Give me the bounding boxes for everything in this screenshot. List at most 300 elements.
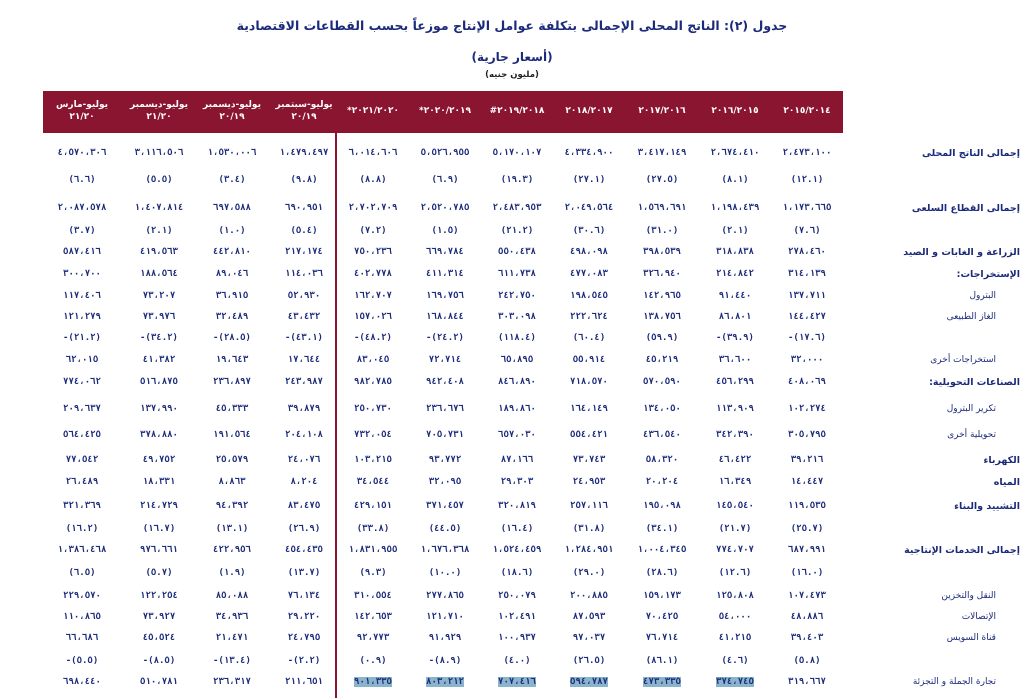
table-cell: ١٦٨،٨٤٤ [426,312,464,322]
table-cell: ١،٤٠٧،٨١٤ [134,203,184,213]
table-cell: (٦٠.٤) [572,333,606,343]
table-cell: ٤٤٢،٨١٠ [213,247,251,257]
table-cell: ٤٥،٢١٩ [645,355,679,365]
table-cell: (٣١.٨) [572,524,606,534]
table-cell: ٦٩٠،٩٥١ [285,203,323,213]
table-cell: ٣٢،٤٨٩ [215,312,249,322]
table-row [0,404,1024,420]
column-header [478,105,556,117]
row-label: قناة السويس [946,633,996,643]
table-cell: -(٨.٥) [142,656,176,666]
table-cell: (٨٦.١) [645,656,679,666]
table-cell: ٥٨،٣٢٠ [645,455,679,465]
column-header-line1: ٢٠١٥/٢٠١٤ [783,106,831,116]
table-cell: ١٨،٣٣١ [142,477,176,487]
table-cell: ٢،٧٠٢،٧٠٩ [348,203,398,213]
table-row [0,656,1024,672]
table-cell: ٨٩،٠٤٦ [215,269,249,279]
table-cell: ١٠٣،٢١٥ [354,455,392,465]
table-cell: (١٣.٧) [287,568,321,578]
table-cell: ٢٩،٣٠٣ [500,477,534,487]
table-row [0,247,1024,263]
column-header-line1: *٢٠٢٠/٢٠١٩ [419,106,471,116]
table-cell: ٢،٠٤٩،٥٦٤ [564,203,614,213]
table-cell: ٨٧،١٦٦ [500,455,534,465]
table-cell: ١٦٩،٧٥٦ [426,291,464,301]
column-header-line1: يوليو-سبتمبر [275,100,333,110]
column-header [768,105,846,117]
table-cell: ٤٥،٥٢٤ [142,633,176,643]
table-cell: ٧٧٤،٠٦٢ [63,377,101,387]
table-row [0,545,1024,561]
table-cell: ٦٢،٠١٥ [65,355,99,365]
column-header [550,105,628,117]
table-cell: ٣٧٨،٨٨٠ [140,430,178,440]
table-cell: ٢٠٩،٦٣٧ [63,404,101,414]
table-cell: ٨٤٦،٨٩٠ [498,377,536,387]
table-cell: ٧٦،٧١٤ [645,633,679,643]
table-cell [333,677,413,687]
table-row [0,333,1024,349]
table-cell: (٥.٥) [145,175,173,185]
table-cell: ٤٢٩،١٥١ [354,501,392,511]
table-cell: ١١٠،٨٦٥ [63,612,101,622]
table-cell: ٧٣،٧٤٣ [572,455,606,465]
table-cell: ٤٥،٣٣٣ [215,404,249,414]
row-label: الزراعة و الغابات و الصيد [903,247,1020,258]
table-cell: ٧٥٠،٢٣٦ [354,247,392,257]
table-cell: (١٨.٦) [500,568,534,578]
table-cell: ٣٧١،٤٥٧ [426,501,464,511]
table-cell: ١،٨٣١،٩٥٥ [348,545,398,555]
table-cell: ٧٠،٤٢٥ [645,612,679,622]
table-cell: (١.٥) [431,226,459,236]
table-cell: ٣١٩،٦٦٧ [788,677,826,687]
column-header-line1: #٢٠١٩/٢٠١٨ [489,106,545,116]
table-cell: ٤٣٦،٥٤٠ [643,430,681,440]
table-row [0,175,1024,191]
table-cell: ٤٩،٧٥٢ [142,455,176,465]
table-cell: ٢٢٢،٦٢٤ [570,312,608,322]
table-cell: ٤٥٦،٢٩٩ [716,377,754,387]
table-row [0,226,1024,242]
table-cell: ٢٠٠،٨٨٥ [570,591,608,601]
table-cell: ٨٦،٨٠١ [718,312,752,322]
table-cell: (١٢.١) [790,175,824,185]
column-header [120,99,198,123]
table-cell: ١،٥٦٩،٦٩١ [637,203,687,213]
table-cell: ١٣٨،٧٥٦ [643,312,681,322]
column-header-line2: ٢١/٢٠ [146,112,172,122]
table-cell: ٣٢١،٣٦٩ [63,501,101,511]
table-cell: ٢٤،٩٥٣ [572,477,606,487]
table-cell: ٣١٠،٥٥٤ [354,591,392,601]
table-cell: ٧٣،٩٢٧ [142,612,176,622]
table-cell: (١.٠) [218,226,246,236]
row-label: النقل والتخزين [941,591,996,601]
table-cell: ٦،٠١٤،٦٠٦ [348,148,398,158]
table-cell: ٢،٤٧٣،١٠٠ [782,148,832,158]
table-cell: ٤٢٢،٩٥٦ [213,545,251,555]
table-cell: ٢٤،٠٧٦ [287,455,321,465]
table-cell: (٢٧.٥) [645,175,679,185]
table-cell: ٦١١،٧٣٨ [498,269,536,279]
table-cell: ٥٢،٩٣٠ [287,291,321,301]
table-cell: ٦٦،٦٨٦ [65,633,99,643]
table-cell: ٣٠٣،٠٩٨ [498,312,536,322]
table-cell: ٢٦،٤٨٩ [65,477,99,487]
table-cell: (٢.١) [721,226,749,236]
table-cell: (٩.٣) [359,568,387,578]
row-label: تجارة الجملة و التجزئة [912,677,996,687]
table-cell [549,677,629,687]
table-cell: ٥٥٠،٤٣٨ [498,247,536,257]
table-cell: ٧١٨،٥٧٠ [570,377,608,387]
table-cell: ١٥٧،٠٢٦ [354,312,392,322]
table-row [0,524,1024,540]
table-row [0,377,1024,393]
table-cell: ٣٢،٠٠٠ [790,355,824,365]
table-cell: (٦.٦) [68,175,96,185]
column-header-line1: *٢٠٢١/٢٠٢٠ [347,106,399,116]
table-cell: ١٠٢،٢٧٤ [788,404,826,414]
table-cell: (٣.٧) [68,226,96,236]
column-header [265,99,343,123]
highlighted-value: ٧٠٧،٤١٦ [498,677,536,687]
table-cell: (١٢.٦) [718,568,752,578]
table-cell: ٢٠،٢٠٤ [645,477,679,487]
table-cell: (٣٣.٨) [356,524,390,534]
column-header-line1: يوليو-ديسمبر [130,100,188,110]
table-cell: (٣.٤) [218,175,246,185]
table-cell: (٥.٤) [290,226,318,236]
table-cell: ٤٩٨،٠٩٨ [570,247,608,257]
table-cell: ٦٩٧،٥٨٨ [213,203,251,213]
table-cell: (٥.٨) [793,656,821,666]
table-cell: (٩.٨) [290,175,318,185]
table-cell: ١١٩،٥٣٥ [788,501,826,511]
table-cell: -(٢١.٢) [63,333,101,343]
table-cell: (١٩.٣) [500,175,534,185]
table-cell [405,677,485,687]
table-cell: ١٠٢،٤٩١ [498,612,536,622]
column-header-line1: ٢٠١٨/٢٠١٧ [565,106,613,116]
table-cell: ٧٦،١٣٤ [287,591,321,601]
table-cell: ٣٩،٢١٦ [790,455,824,465]
table-cell: ٢٣٦،٨٩٧ [213,377,251,387]
table-cell: (٢٧.١) [572,175,606,185]
table-cell: ٩٧٦،٦٦١ [140,545,178,555]
table-cell: ١٢١،٧١٠ [426,612,464,622]
table-row [0,591,1024,607]
table-cell: ٢٧٧،٨٦٥ [426,591,464,601]
table-cell: (٧.٦) [793,226,821,236]
table-cell: ٥٦٤،٤٢٥ [63,430,101,440]
table-cell: ٩٢،٧٧٣ [356,633,390,643]
table-cell: ٩١،٤٤٠ [718,291,752,301]
table-cell: ٣٠٥،٧٩٥ [788,430,826,440]
table-cell: ١٤٤،٤٢٧ [788,312,826,322]
table-cell: ٦٩٨،٤٤٠ [63,677,101,687]
table-cell: (١٦.٢) [65,524,99,534]
table-cell: (٢٥.٧) [790,524,824,534]
table-cell: ١١٣،٩٠٩ [716,404,754,414]
table-cell: ٧٧٤،٧٠٧ [716,545,754,555]
table-cell: -(٤٣.١) [285,333,323,343]
row-label: الكهرباء [983,455,1020,466]
table-cell: ٨٣،٠٤٥ [356,355,390,365]
table-header [43,91,843,133]
table-cell: ٢٥،٥٧٩ [215,455,249,465]
table-cell: (٤.٠) [503,656,531,666]
column-header-line1: ٢٠١٦/٢٠١٥ [711,106,759,116]
table-cell: ١٨٨،٥٦٤ [140,269,178,279]
table-cell: ٢٤٢،٧٥٠ [498,291,536,301]
table-cell: ١٤٢،٦٥٣ [354,612,392,622]
table-cell: ٢٩،٢٢٠ [287,612,321,622]
table-row [0,148,1024,164]
table-cell: ٣٢٠،٨١٩ [498,501,536,511]
table-cell: ٩٤٢،٤٠٨ [426,377,464,387]
highlighted-value: ٩٠١،٣٣٥ [354,677,392,687]
column-header-line2: ٢٠/١٩ [219,112,245,122]
row-label: الإتصالات [961,612,996,622]
unit-note: (مليون جنيه) [485,70,539,80]
highlighted-value: ٨٠٣،٢١٢ [426,677,464,687]
table-cell: ١٩٥،٠٩٨ [643,501,681,511]
table-cell: ٤٨،٨٨٦ [790,612,824,622]
row-label: تحويلية أخرى [947,430,996,440]
table-cell: -(٤٨.٢) [354,333,392,343]
table-cell: ٣١٤،١٣٩ [788,269,826,279]
table-cell: (٢.١) [145,226,173,236]
table-cell: ٦٥،٨٩٥ [500,355,534,365]
table-cell: ٣٢٦،٩٤٠ [643,269,681,279]
table-cell: (٤٤.٥) [428,524,462,534]
column-header [43,99,121,123]
table-cell: ٢١،٤٧١ [215,633,249,643]
table-cell: -(٢٤.٢) [426,333,464,343]
table-cell: (١٦.٤) [500,524,534,534]
column-header [334,105,412,117]
table-cell: ١،٤٧٩،٤٩٧ [279,148,329,158]
table-cell: (٠.٩) [359,656,387,666]
table-cell: ١٩،٦٤٣ [215,355,249,365]
table-cell: ٤٣،٤٣٢ [287,312,321,322]
table-cell: ١،٥٢٤،٤٥٩ [492,545,542,555]
table-cell: ٢٣٦،٦٧٦ [426,404,464,414]
table-row [0,568,1024,584]
table-cell: ٢،٥٢٠،٧٨٥ [420,203,470,213]
table-cell: ١٢١،٢٧٩ [63,312,101,322]
table-cell: ٣١٨،٨٣٨ [716,247,754,257]
highlighted-value: ٣٧٤،٧٤٥ [716,677,754,687]
table-cell: (٢١.٢) [500,226,534,236]
table-cell: ١٣٧،٩٩٠ [140,404,178,414]
page-title: جدول (٢): الناتج المحلى الإجمالى بتكلفة عوامل الإنتاج موزعاً بحسب القطاعات الاقتصادية [236,18,788,33]
table-cell: ٥١٦،٨٧٥ [140,377,178,387]
table-cell: (٥٩.٩) [645,333,679,343]
table-cell: -(٢٨.٥) [213,333,251,343]
table-cell: (٧.٢) [359,226,387,236]
row-label: استخراجات أخرى [930,355,996,365]
row-label: الغاز الطبيعى [946,312,996,322]
table-cell: ٣٦،٩١٥ [215,291,249,301]
column-header-line1: يوليو-مارس [55,100,108,110]
table-cell: ٣٤،٥٤٤ [356,477,390,487]
table-cell: (١.٩) [218,568,246,578]
table-cell: ٩٨٢،٧٨٥ [354,377,392,387]
table-cell: ١١٤،٠٣٦ [285,269,323,279]
table-cell: ٢٥٠،٧٣٠ [354,404,392,414]
table-cell: ٧٢،٧١٤ [428,355,462,365]
table-row [0,355,1024,371]
table-cell: ٦٦٩،٧٨٤ [426,247,464,257]
table-cell: ٦٨٧،٩٩١ [788,545,826,555]
table-cell: ١٦٢،٧٠٧ [354,291,392,301]
table-cell: ٣٩،٤٠٣ [790,633,824,643]
table-cell: ٦٥٧،٠٣٠ [498,430,536,440]
table-cell: ٢،٠٨٧،٥٧٨ [57,203,107,213]
table-cell: ٨٥،٠٨٨ [215,591,249,601]
table-cell: ٤٧٧،٠٨٣ [570,269,608,279]
table-cell: ١٠٠،٩٣٧ [498,633,536,643]
table-cell: ٤١٩،٥٦٣ [140,247,178,257]
table-cell: ٢٠٤،١٠٨ [285,430,323,440]
table-row [0,677,1024,693]
table-cell: ٣،٤١٧،١٤٩ [637,148,687,158]
row-label: إجمالى الناتج المحلى [921,148,1020,159]
table-cell: ٢٤٣،٩٨٧ [285,377,323,387]
highlighted-value: ٥٩٤،٧٨٧ [570,677,608,687]
column-header-line1: يوليو-ديسمبر [203,100,261,110]
column-header [696,105,774,117]
table-cell: ٣٠٠،٧٠٠ [63,269,101,279]
table-cell: ٣٩٨،٥٣٩ [643,247,681,257]
table-cell: ٤٥٤،٤٣٥ [285,545,323,555]
table-cell: (٣٤.١) [645,524,679,534]
table-cell: (٢٦.٩) [287,524,321,534]
table-cell: ٥٧٠،٥٩٠ [643,377,681,387]
table-row [0,633,1024,649]
table-cell: ٩٧،٠٣٧ [572,633,606,643]
table-cell: (١٣.١) [215,524,249,534]
table-cell: ٧٠٥،٧٣١ [426,430,464,440]
table-row [0,430,1024,446]
table-cell: ٥٥،٩١٤ [572,355,606,365]
table-row [0,269,1024,285]
table-cell: (٦.٥) [68,568,96,578]
table-cell [622,677,702,687]
table-cell: ١،١٧٣،٦٦٥ [782,203,832,213]
table-cell: -(١٧.٦) [788,333,826,343]
table-cell: (٣١.٠) [645,226,679,236]
table-cell: ٢٧٨،٤٦٠ [788,247,826,257]
table-cell: ٥٨٧،٤١٦ [63,247,101,257]
table-cell: ٤١،٣٨٢ [142,355,176,365]
table-cell: ٣٤،٩٣٦ [215,612,249,622]
table-cell: -(١٣.٤) [213,656,251,666]
table-cell: ١٣٤،٠٥٠ [643,404,681,414]
table-cell: -(٢.٢) [287,656,321,666]
highlighted-value: ٤٧٣،٣٣٥ [643,677,681,687]
table-cell: ١١٧،٤٠٦ [63,291,101,301]
table-cell: ٢،٦٧٤،٤١٠ [710,148,760,158]
table-cell: ١٧،٦٤٤ [287,355,321,365]
row-label: البترول [969,291,996,301]
table-cell: ٤٠٢،٧٧٨ [354,269,392,279]
table-cell: ١٤٥،٥٤٠ [716,501,754,511]
table-cell: ١،١٩٨،٤٣٩ [710,203,760,213]
table-cell: ٢٣٦،٣١٧ [213,677,251,687]
table-row [0,477,1024,493]
table-cell: (٨.٨) [359,175,387,185]
row-label: تكرير البترول [946,404,996,414]
table-cell: ٤٠٨،٠٦٩ [788,377,826,387]
table-cell: -(٨.٩) [428,656,462,666]
table-cell: ١،٥٣٠،٠٠٦ [207,148,257,158]
table-cell: ٥٤،٠٠٠ [718,612,752,622]
table-cell: ٤،٥٧٠،٣٠٦ [57,148,107,158]
table-row [0,501,1024,517]
table-cell: ١،٢٨٤،٩٥١ [564,545,614,555]
table-cell: ٧٣٢،٠٥٤ [354,430,392,440]
column-header-line1: ٢٠١٧/٢٠١٦ [638,106,686,116]
table-cell: ١٣٧،٧١١ [788,291,826,301]
table-cell: ١،٦٧٦،٣٦٨ [420,545,470,555]
table-cell: ٥،١٧٠،١٠٧ [492,148,542,158]
table-cell: ٥١٠،٧٨١ [140,677,178,687]
table-cell: ٢١٧،١٧٤ [285,247,323,257]
table-row [0,455,1024,471]
column-header [623,105,701,117]
row-label: الإستخراجات: [956,269,1020,280]
table-row [0,203,1024,219]
table-cell: ٧٧،٥٤٢ [65,455,99,465]
row-label: التشييد والبناء [954,501,1020,512]
table-row [0,291,1024,307]
table-cell: ٧٣،٩٧٦ [142,312,176,322]
table-cell: ٨٣،٤٧٥ [287,501,321,511]
table-cell: ١٦،٣٤٩ [718,477,752,487]
table-cell: ٢١٤،٨٤٢ [716,269,754,279]
row-label: إجمالى الخدمات الإنتاجية [904,545,1020,556]
table-cell: -(٥.٥) [65,656,99,666]
table-cell: (٢٨.٦) [645,568,679,578]
table-cell: (٨.١) [721,175,749,185]
column-header-line2: ٢١/٢٠ [69,112,95,122]
table-cell: (٣٠.٦) [572,226,606,236]
table-cell: ١٤٢،٩٦٥ [643,291,681,301]
table-cell: ٢١٤،٧٢٩ [140,501,178,511]
table-cell: ٨٧،٥٩٣ [572,612,606,622]
row-label: المياه [993,477,1020,488]
table-cell: ٢٢٩،٥٧٠ [63,591,101,601]
table-cell: (١٦.٠) [790,568,824,578]
table-cell: ٢١١،٦٥١ [285,677,323,687]
table-cell: ٥،٥٢٦،٩٥٥ [420,148,470,158]
table-cell: ٨،٢٠٤ [290,477,318,487]
column-header-line2: ٢٠/١٩ [291,112,317,122]
table-cell: (١٠.٠) [428,568,462,578]
table-cell: (٦.٩) [431,175,459,185]
page-subtitle: (أسعار جارية) [471,50,553,64]
table-cell: ٤٦،٤٢٢ [718,455,752,465]
column-header [406,105,484,117]
table-cell: ٤١،٢١٥ [718,633,752,643]
table-cell: ١٩١،٥٦٤ [213,430,251,440]
table-cell: ١،٠٠٤،٣٤٥ [637,545,687,555]
